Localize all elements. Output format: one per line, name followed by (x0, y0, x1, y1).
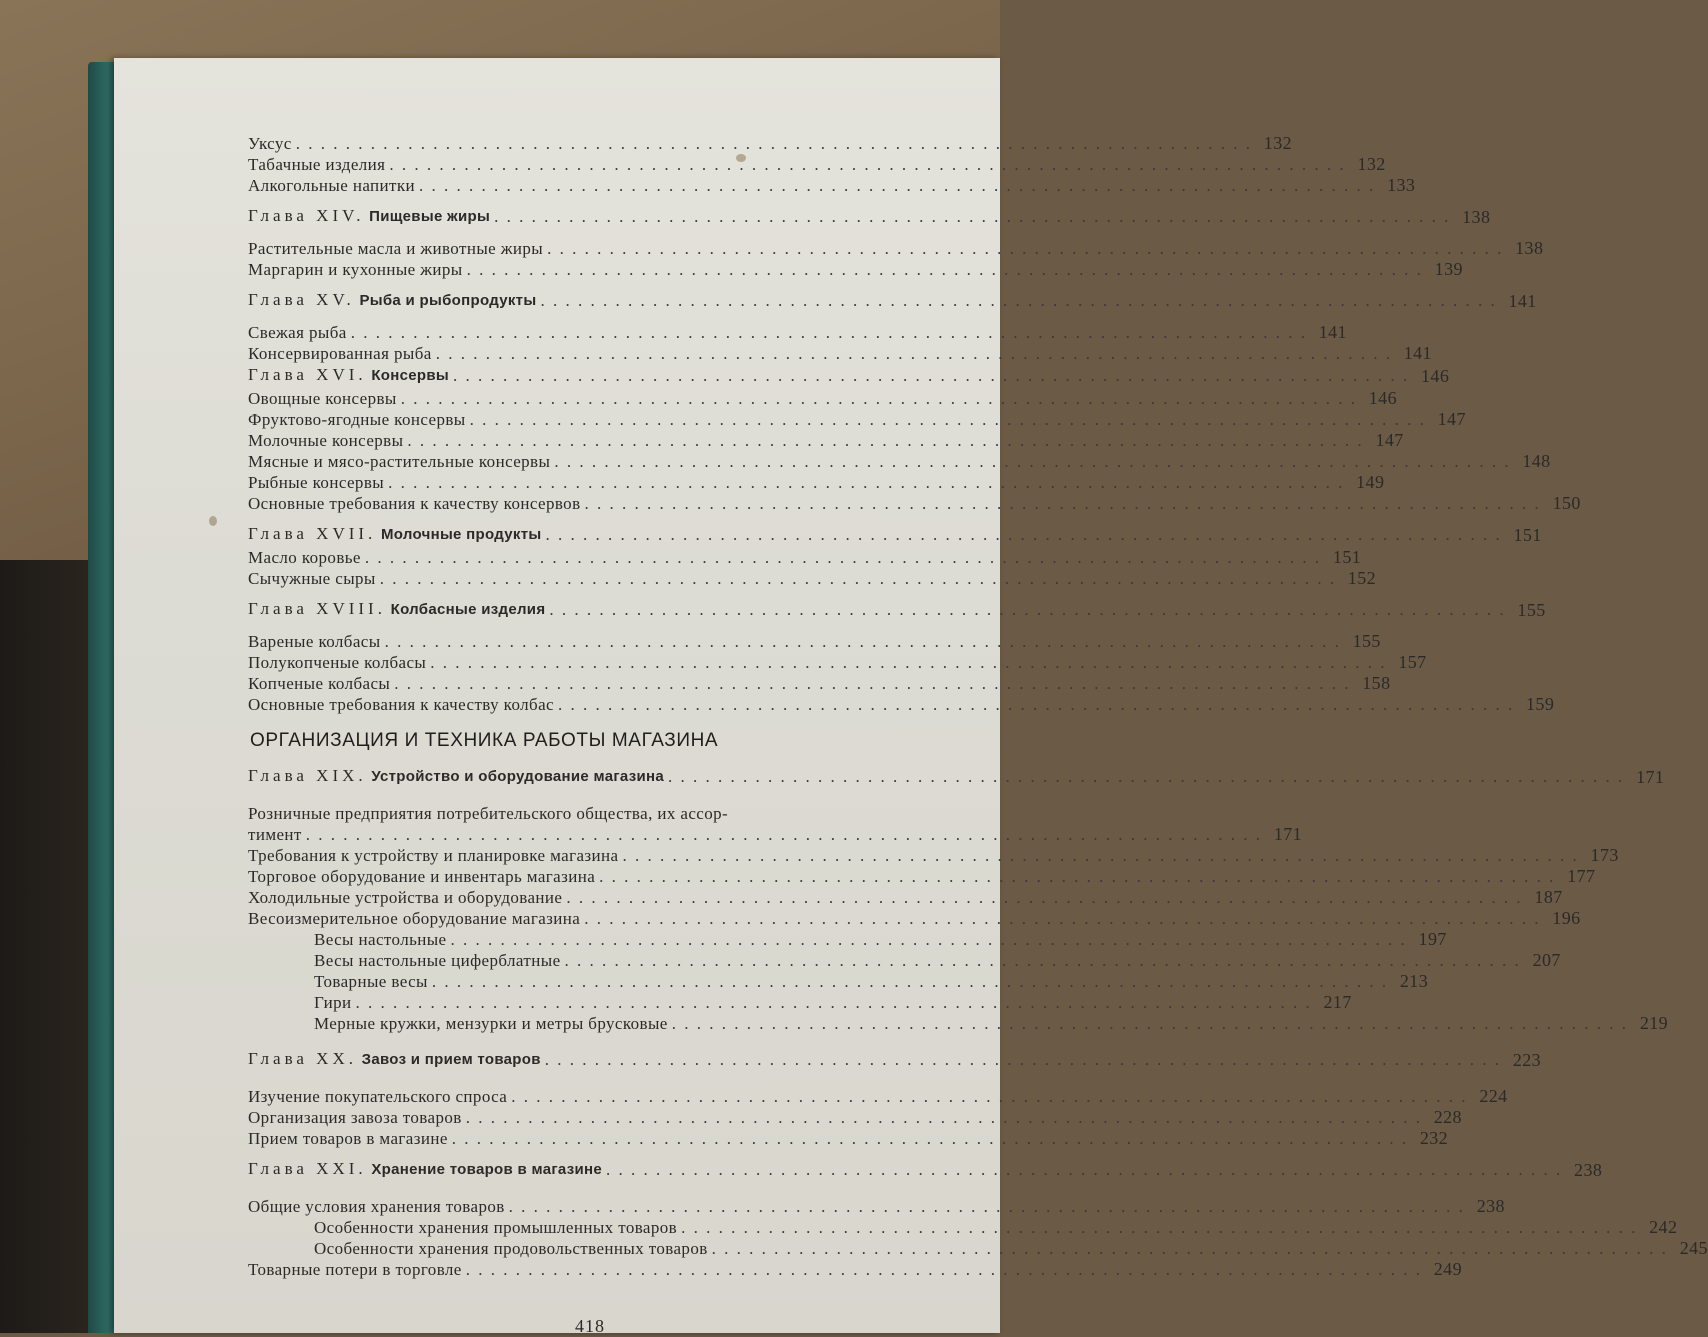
entry-title: Мерные кружки, мензурки и метры брусковые (314, 1014, 668, 1033)
entry-page: 132 (1357, 154, 1386, 174)
chapter-page: 151 (1513, 525, 1542, 545)
entry-page: 196 (1552, 908, 1581, 928)
entry-title: Мясные и мясо-растительные консервы (248, 452, 551, 471)
entry-title: Свежая рыба (248, 323, 347, 342)
toc-entry (248, 845, 1619, 866)
entry-title: Маргарин и кухонные жиры (248, 260, 463, 279)
dot-leader (384, 472, 1348, 493)
entry-page: 141 (1318, 322, 1347, 342)
toc-entry (248, 908, 1581, 929)
entry-page: 159 (1526, 694, 1555, 714)
chapter-label: Глава XX. (248, 1049, 357, 1068)
toc-entry (248, 1259, 1462, 1280)
wrapped-entry-line: Розничные предприятия потребительского общества, их ассор- (248, 804, 729, 823)
toc-entry (248, 493, 1581, 514)
entry-page: 133 (1387, 175, 1416, 195)
entry-page: 146 (1368, 388, 1397, 408)
entry-page: 187 (1534, 887, 1563, 907)
spacer (248, 789, 938, 803)
entry-title: Вареные колбасы (248, 632, 381, 651)
chapter-text (248, 288, 536, 313)
chapter-heading (248, 1048, 1542, 1072)
entry-title: Весы настольные (314, 930, 447, 949)
chapter-heading (248, 765, 1665, 789)
dot-leader (385, 154, 1349, 175)
toc-entry (248, 824, 1303, 845)
entry-page: 157 (1398, 652, 1427, 672)
chapter-title: Консервы (371, 367, 449, 384)
entry-title: Особенности хранения продовольственных товаров (314, 1239, 708, 1258)
chapter-page: 238 (1574, 1160, 1603, 1180)
chapter-label: Глава XVI. (248, 365, 367, 384)
entry-title: Растительные масла и животные жиры (248, 239, 544, 258)
chapter-title: Пищевые жиры (369, 208, 491, 225)
entry-title: Уксус (248, 134, 292, 153)
entry-title: Гири (314, 993, 352, 1012)
toc-entry (248, 451, 1551, 472)
table-of-contents (248, 133, 1708, 1280)
entry-page: 217 (1323, 992, 1352, 1012)
chapter-label: Глава XIX. (248, 766, 367, 785)
dot-leader (677, 1217, 1641, 1238)
dot-leader (361, 547, 1325, 568)
chapter-text (248, 363, 449, 388)
dot-leader (708, 1238, 1672, 1259)
dot-leader (302, 824, 1266, 845)
dot-leader (466, 409, 1430, 430)
chapter-heading (248, 205, 1491, 229)
entry-page: 219 (1639, 1013, 1669, 1033)
dot-leader (554, 694, 1518, 715)
dot-leader (347, 322, 1311, 343)
dot-leader (447, 929, 1411, 950)
entry-title: Копченые колбасы (248, 674, 391, 693)
entry-title: Полукопченые колбасы (248, 653, 427, 672)
chapter-text (248, 204, 490, 229)
dot-leader (507, 1086, 1471, 1107)
spacer (248, 622, 938, 631)
entry-title: Основные требования к качеству колбас (248, 695, 554, 714)
dot-leader (543, 238, 1507, 259)
chapter-page: 223 (1512, 1050, 1542, 1070)
toc-subentry (248, 992, 1352, 1013)
entry-title: Молочные консервы (248, 431, 404, 450)
toc-entry (248, 322, 1347, 343)
entry-page: 152 (1347, 568, 1376, 588)
entry-page: 249 (1433, 1259, 1462, 1279)
page-number: 418 (575, 1316, 605, 1336)
toc-entry (248, 866, 1596, 887)
chapter-heading (248, 1158, 1603, 1182)
entry-page: 132 (1263, 133, 1292, 153)
entry-title: Товарные весы (314, 972, 428, 991)
dot-leader (541, 523, 1505, 547)
entry-title: Весы настольные циферблатные (314, 951, 561, 970)
entry-title: Особенности хранения промышленных товаров (314, 1218, 678, 1237)
entry-page: 138 (1515, 238, 1544, 258)
entry-page: 149 (1356, 472, 1385, 492)
dot-leader (619, 845, 1583, 866)
entry-page: 207 (1532, 950, 1561, 970)
toc-subentry (248, 929, 1447, 950)
dot-leader (351, 992, 1315, 1013)
entry-page: 228 (1433, 1107, 1462, 1127)
chapter-text (248, 764, 664, 789)
chapter-page: 155 (1517, 600, 1546, 620)
entry-title: Холодильные устройства и оборудование (248, 888, 563, 907)
entry-title: Организация завоза товаров (248, 1108, 462, 1127)
dot-leader (432, 343, 1396, 364)
toc-entry (248, 472, 1385, 493)
toc-entry (248, 568, 1376, 589)
entry-title: тимент (248, 825, 302, 844)
entry-title: Масло коровье (248, 548, 361, 567)
spacer (248, 229, 938, 238)
entry-title: Прием товаров в магазине (248, 1129, 448, 1148)
dot-leader (390, 673, 1354, 694)
chapter-text (248, 522, 541, 547)
chapter-title: Молочные продукты (380, 526, 542, 543)
entry-page: 155 (1352, 631, 1381, 651)
chapter-heading (248, 523, 1542, 547)
entry-title: Сычужные сыры (248, 569, 376, 588)
chapter-text (248, 597, 545, 622)
toc-entry (248, 238, 1544, 259)
dot-leader (415, 175, 1379, 196)
entry-title: Алкогольные напитки (248, 176, 416, 195)
chapter-label: Глава XXI. (248, 1159, 367, 1178)
entry-page: 177 (1567, 866, 1596, 886)
toc-entry (248, 133, 1292, 154)
dot-leader (381, 631, 1345, 652)
entry-page: 147 (1437, 409, 1466, 429)
chapter-text (248, 1047, 541, 1072)
entry-page: 173 (1590, 845, 1619, 865)
dot-leader (462, 1107, 1426, 1128)
dot-leader (580, 908, 1544, 929)
entry-title: Требования к устройству и планировке магазина (248, 846, 619, 865)
toc-entry (248, 1107, 1462, 1128)
entry-page: 238 (1476, 1196, 1505, 1216)
toc-subentry (248, 971, 1429, 992)
dot-leader (664, 765, 1628, 789)
dot-leader (541, 1048, 1505, 1072)
dot-leader (536, 289, 1500, 313)
chapter-label: Глава XVIII. (248, 599, 386, 618)
section-title: ОРГАНИЗАЦИЯ И ТЕХНИКА РАБОТЫ МАГАЗИНА (250, 730, 719, 751)
entry-page: 245 (1679, 1238, 1708, 1258)
chapter-title: Рыба и рыбопродукты (359, 292, 537, 309)
entry-page: 232 (1419, 1128, 1449, 1148)
entry-title: Общие условия хранения товаров (248, 1197, 505, 1216)
toc-entry (248, 694, 1555, 715)
chapter-heading (248, 364, 1450, 388)
dot-leader (505, 1196, 1469, 1217)
toc-entry (248, 631, 1381, 652)
dot-leader (462, 1259, 1426, 1280)
toc-entry (248, 887, 1563, 908)
toc-entry (248, 1086, 1508, 1107)
chapter-heading (248, 598, 1546, 622)
entry-title: Торговое оборудование и инвентарь магазина (248, 867, 596, 886)
entry-page: 158 (1362, 673, 1391, 693)
chapter-label: Глава XV. (248, 290, 355, 309)
toc-entry (248, 1128, 1449, 1149)
dot-leader (292, 133, 1256, 154)
chapter-title: Устройство и оборудование магазина (371, 768, 665, 785)
entry-page: 150 (1552, 493, 1581, 513)
toc-entry (248, 652, 1427, 673)
dot-leader (490, 205, 1454, 229)
entry-page: 224 (1479, 1086, 1508, 1106)
entry-page: 139 (1434, 259, 1463, 279)
entry-title: Рыбные консервы (248, 473, 385, 492)
entry-title: Овощные консервы (248, 389, 397, 408)
spacer (248, 313, 938, 322)
entry-page: 242 (1649, 1217, 1678, 1237)
dot-leader (581, 493, 1545, 514)
entry-page: 151 (1332, 547, 1362, 567)
dot-leader (561, 950, 1525, 971)
toc-entry (248, 673, 1391, 694)
entry-title: Весоизмерительное оборудование магазина (248, 909, 581, 928)
chapter-label: Глава XIV. (248, 206, 365, 225)
dot-leader (545, 598, 1509, 622)
spacer (248, 1072, 938, 1086)
toc-entry (248, 547, 1362, 568)
entry-page: 141 (1403, 343, 1432, 363)
dot-leader (602, 1158, 1566, 1182)
entry-title: Фруктово-ягодные консервы (248, 410, 466, 429)
dot-leader (426, 652, 1390, 673)
entry-title: Консервированная рыба (248, 344, 432, 363)
entry-page: 147 (1375, 430, 1404, 450)
toc-entry (248, 343, 1432, 364)
dot-leader (448, 1128, 1412, 1149)
dot-leader (403, 430, 1367, 451)
entry-title: Товарные потери в торговле (248, 1260, 462, 1279)
chapter-page: 146 (1421, 366, 1450, 386)
chapter-page: 138 (1462, 207, 1491, 227)
chapter-title: Хранение товаров в магазине (371, 1161, 602, 1178)
paper-stain (209, 516, 217, 526)
toc-subentry (248, 950, 1561, 971)
toc-entry (248, 388, 1397, 409)
spacer (248, 1034, 938, 1048)
dot-leader (562, 887, 1526, 908)
chapter-heading (248, 289, 1537, 313)
chapter-title: Завоз и прием товаров (361, 1051, 541, 1068)
toc-entry (248, 154, 1386, 175)
toc-subentry (248, 1013, 1669, 1034)
dot-leader (550, 451, 1514, 472)
dot-leader (463, 259, 1427, 280)
chapter-page: 141 (1508, 291, 1537, 311)
toc-entry (248, 1196, 1505, 1217)
toc-entry (248, 430, 1404, 451)
toc-entry (248, 409, 1466, 430)
chapter-text (248, 1157, 602, 1182)
dot-leader (449, 364, 1413, 388)
chapter-title: Колбасные изделия (390, 601, 546, 618)
entry-title: Основные требования к качеству консервов (248, 494, 581, 513)
dot-leader (668, 1013, 1632, 1034)
spacer (248, 1182, 938, 1196)
toc-subentry (248, 1238, 1708, 1259)
toc-entry (248, 259, 1463, 280)
entry-page: 213 (1399, 971, 1429, 991)
entry-page: 197 (1418, 929, 1447, 949)
entry-page: 148 (1522, 451, 1551, 471)
entry-title: Табачные изделия (248, 155, 386, 174)
chapter-page: 171 (1636, 767, 1665, 787)
entry-page: 171 (1273, 824, 1303, 844)
dot-leader (428, 971, 1392, 992)
toc-entry (248, 175, 1416, 196)
chapter-label: Глава XVII. (248, 524, 377, 543)
entry-title: Изучение покупательского спроса (248, 1087, 508, 1106)
toc-subentry (248, 1217, 1678, 1238)
dot-leader (397, 388, 1361, 409)
dot-leader (595, 866, 1559, 887)
dot-leader (376, 568, 1340, 589)
